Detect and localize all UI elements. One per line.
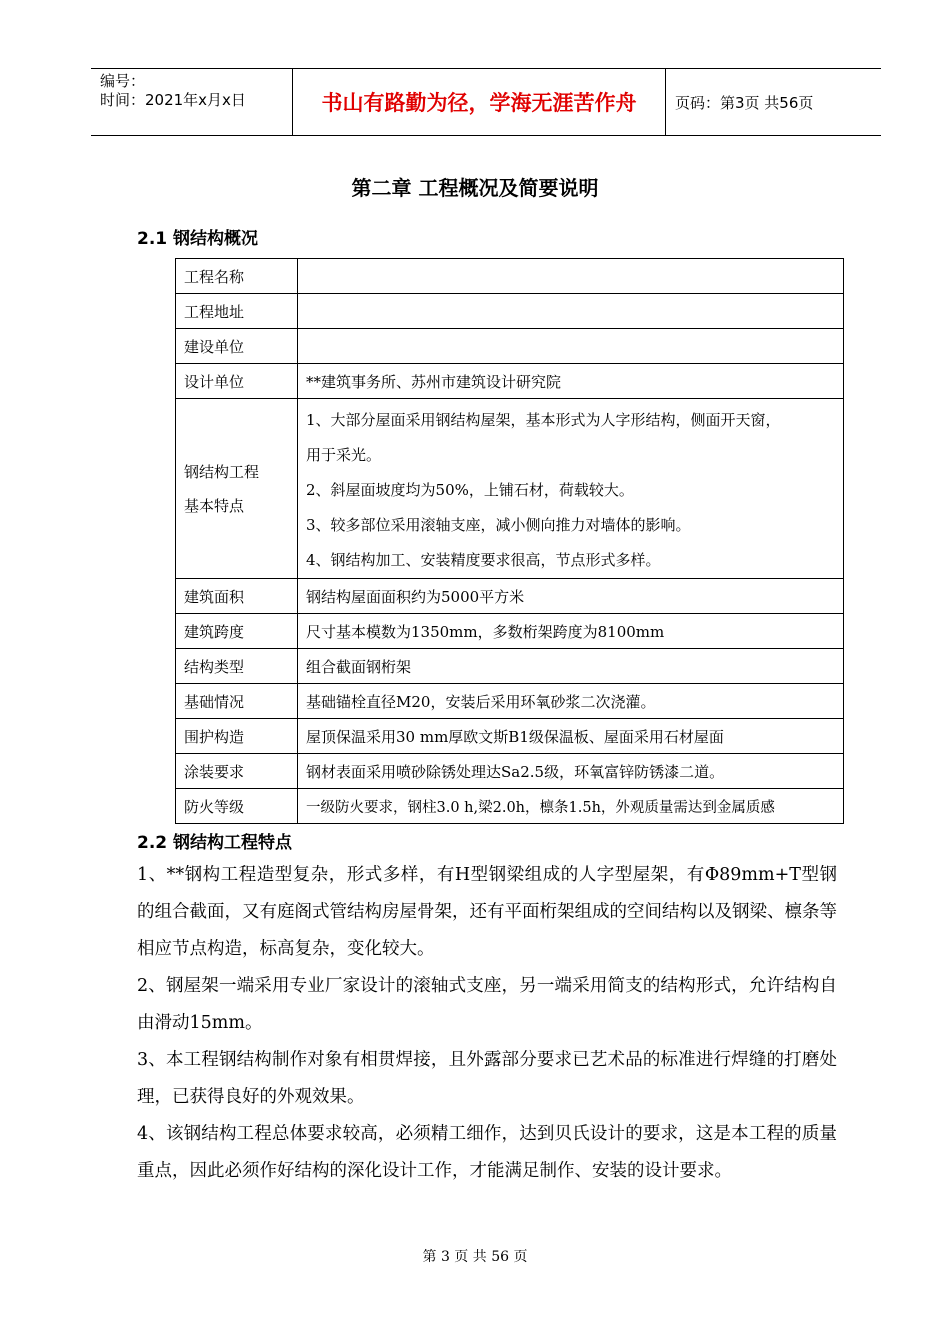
table-row <box>176 649 844 684</box>
feature-line: 1、大部分屋面采用钢结构屋架，基本形式为人字形结构，侧面开天窗， <box>306 411 781 429</box>
paragraph: 3、本工程钢结构制作对象有相贯焊接，且外露部分要求已艺术品的标准进行焊缝的打磨处理，已获得良好的外观效果。 <box>137 1050 837 1107</box>
row-key: 防火等级 <box>176 789 298 824</box>
features-key-line: 钢结构工程 <box>184 462 260 481</box>
page-footer: 第 3 页 共 56 页 <box>422 1249 528 1265</box>
features-value <box>298 399 844 579</box>
row-key: 围护构造 <box>176 719 298 754</box>
feature-line: 用于采光。 <box>306 446 382 464</box>
row-value: 屋顶保温采用30 mm厚欧文斯B1级保温板、屋面采用石材屋面 <box>298 719 844 754</box>
table-row <box>176 684 844 719</box>
chapter-title: 第二章 工程概况及简要说明 <box>351 176 599 200</box>
table-row <box>176 789 844 824</box>
row-value: 组合截面钢桁架 <box>298 649 844 684</box>
table-row-features <box>176 399 844 579</box>
row-key: 基础情况 <box>176 684 298 719</box>
row-key: 工程名称 <box>176 259 298 294</box>
table-row <box>176 364 844 399</box>
header-motto: 书山有路勤为径，学海无涯苦作舟 <box>292 69 666 135</box>
row-key: 涂装要求 <box>176 754 298 789</box>
row-key: 结构类型 <box>176 649 298 684</box>
features-key <box>176 399 298 579</box>
header-page-label: 页码：第3页 共56页 <box>675 93 814 112</box>
feature-line: 4、钢结构加工、安装精度要求很高，节点形式多样。 <box>306 551 661 569</box>
paragraph: 1、**钢构工程造型复杂，形式多样，有H型钢梁组成的人字型屋架，有Φ89mm+T型钢的组合截面，又有庭阁式管结构房屋骨架，还有平面桁架组成的空间结构以及钢梁、檩条等相应节点构造，标高复杂，变化较大。 <box>137 865 837 959</box>
row-value: 钢结构屋面面积约为5000平方米 <box>298 579 844 614</box>
project-overview-table <box>175 258 844 824</box>
row-key: 设计单位 <box>176 364 298 399</box>
section-title-2-2: 2.2 钢结构工程特点 <box>137 833 293 853</box>
paragraph: 4、该钢结构工程总体要求较高，必须精工细作，达到贝氏设计的要求，这是本工程的质量重点，因此必须作好结构的深化设计工作，才能满足制作、安装的设计要求。 <box>137 1124 837 1181</box>
features-key-line: 基本特点 <box>184 496 245 515</box>
time-label: 时间：2021年x月x日 <box>100 91 246 109</box>
table-row <box>176 294 844 329</box>
row-value: **建筑事务所、苏州市建筑设计研究院 <box>298 364 844 399</box>
table-row <box>176 614 844 649</box>
row-key: 建筑跨度 <box>176 614 298 649</box>
row-value: 一级防火要求，钢柱3.0 h,梁2.0h，檩条1.5h，外观质量需达到金属质感 <box>298 789 844 824</box>
row-value <box>298 294 844 329</box>
table-row <box>176 329 844 364</box>
header-info-cell <box>91 69 292 135</box>
table-row <box>176 259 844 294</box>
table-row <box>176 754 844 789</box>
feature-line: 3、较多部位采用滚轴支座，减小侧向推力对墙体的影响。 <box>306 516 691 534</box>
row-key: 工程地址 <box>176 294 298 329</box>
section-title-2-1: 2.1 钢结构概况 <box>137 229 259 249</box>
row-value: 基础锚栓直径M20，安装后采用环氧砂浆二次浇灌。 <box>298 684 844 719</box>
page-header <box>91 68 881 136</box>
table-row <box>176 719 844 754</box>
row-value <box>298 259 844 294</box>
row-key: 建设单位 <box>176 329 298 364</box>
row-value: 钢材表面采用喷砂除锈处理达Sa2.5级，环氧富锌防锈漆二道。 <box>298 754 844 789</box>
table-row <box>176 579 844 614</box>
row-value: 尺寸基本模数为1350mm，多数桁架跨度为8100mm <box>298 614 844 649</box>
paragraph: 2、钢屋架一端采用专业厂家设计的滚轴式支座，另一端采用简支的结构形式，允许结构自由滑动15mm。 <box>137 976 837 1033</box>
row-key: 建筑面积 <box>176 579 298 614</box>
row-value <box>298 329 844 364</box>
number-label: 编号： <box>100 72 146 90</box>
feature-line: 2、斜屋面坡度均为50%，上铺石材，荷载较大。 <box>306 481 634 499</box>
